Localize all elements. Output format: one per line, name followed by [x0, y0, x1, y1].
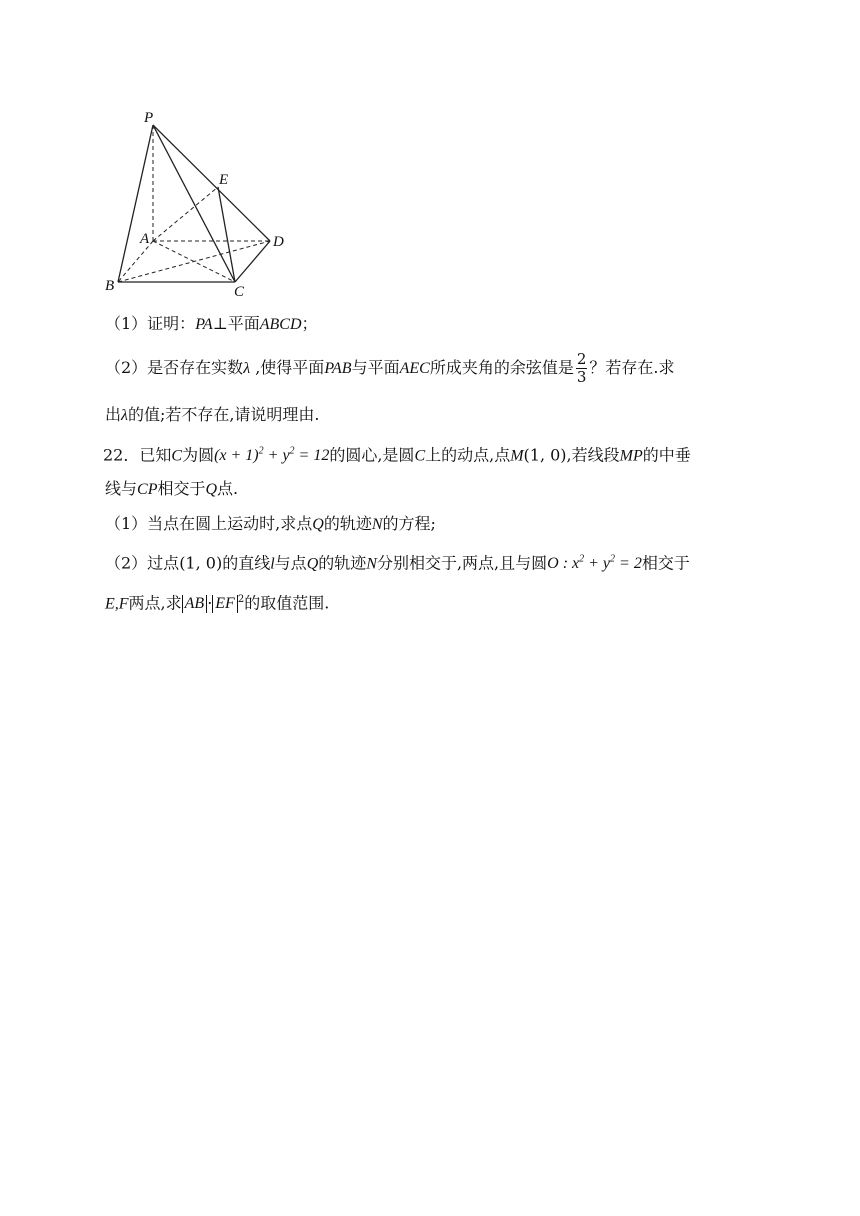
q21-part2-line1: （2）是否存在实数λ ,使得平面PAB与平面AEC所成夹角的余弦值是 $\frac{2}{3}$ ？若存在.求 [105, 350, 675, 386]
q21-part1: （1）证明：PA⊥平面ABCD； [105, 314, 318, 333]
edge-bd-hidden [118, 241, 270, 282]
edge-pc [153, 125, 235, 282]
circle-o-equation: O : $x^2 + y^2 = 2$ [547, 554, 642, 573]
fraction-two-thirds: $\frac{2}{3}$ [576, 350, 587, 386]
label-b: B [105, 278, 115, 294]
label-p: P [144, 110, 154, 126]
label-a: A [140, 231, 150, 247]
edge-ec [218, 187, 235, 282]
q22-line1: 22．已知C为圆$(x + 1)^2 + y^2 = 12$的圆心,是圆C上的动点,点M(1, 0),若线段MP的中垂 [103, 445, 691, 465]
edge-pd [153, 125, 270, 241]
edge-pb [118, 125, 153, 282]
q22-line2: 线与CP相交于Q点. [105, 479, 239, 498]
q21-part2-line2: 出λ的值;若不存在,请说明理由. [105, 405, 320, 424]
q22-part2-line2: E,F两点,求 AB · EF $^2$的取值范围. [105, 593, 330, 613]
label-c: C [234, 284, 245, 300]
abs-ab: AB [182, 595, 208, 613]
label-d: D [273, 234, 284, 250]
circle-equation: $(x + 1)^2 + y^2 = 12$ [214, 446, 330, 465]
q22-part1: （1）当点在圆上运动时,求点Q的轨迹N的方程; [105, 514, 436, 533]
q22-part2-line1: （2）过点(1, 0)的直线l与点Q的轨迹N分别相交于,两点,且与圆O : $x^2 + y^2 = 2$相交于 [105, 553, 690, 573]
edge-ae-hidden [153, 187, 218, 241]
abs-ef: EF [212, 595, 238, 613]
edge-cd [235, 241, 270, 282]
label-e: E [219, 172, 229, 188]
edge-ab-hidden [118, 241, 153, 282]
pyramid-figure [100, 104, 300, 300]
